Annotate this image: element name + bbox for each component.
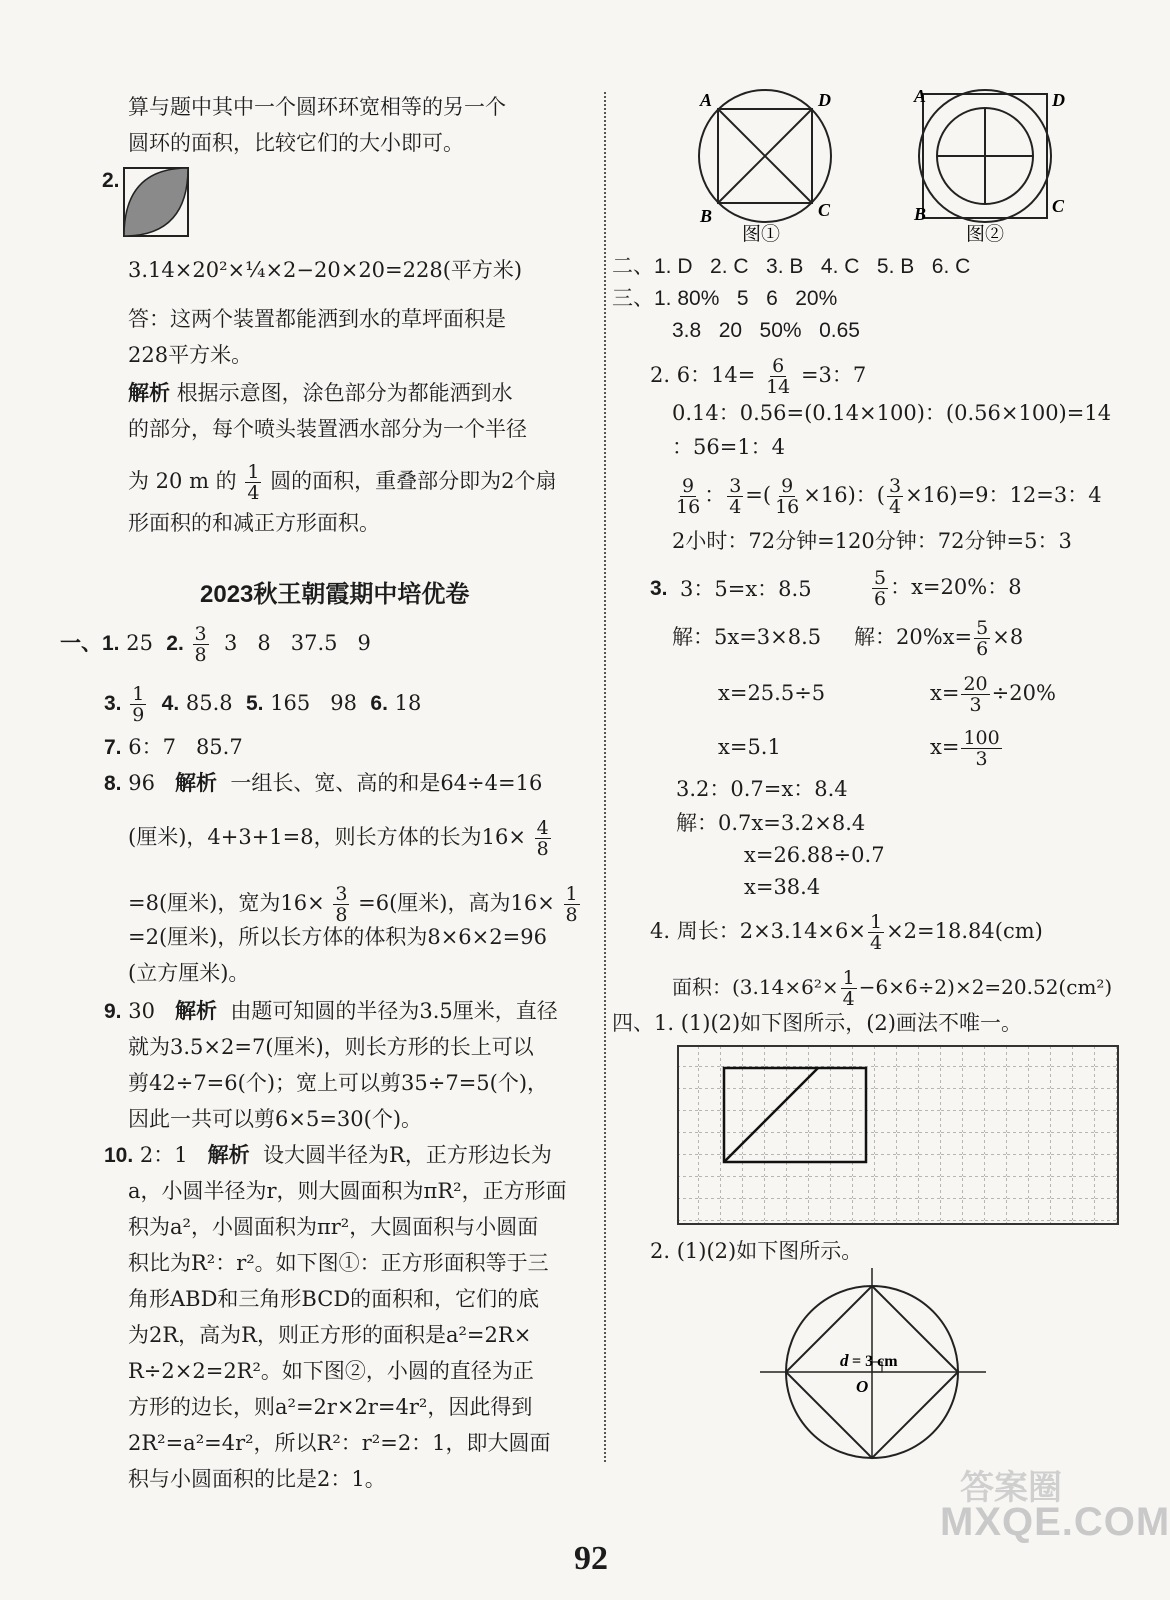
text: 为 20 m 的	[128, 469, 237, 493]
center-label: O	[856, 1377, 869, 1396]
fraction	[535, 818, 551, 859]
point-c-label: C	[818, 200, 831, 220]
value: 6：7 85.7	[128, 735, 243, 759]
text: =3：7	[800, 363, 867, 387]
lens-figure	[122, 166, 192, 238]
text: (厘米)，4+3+1=8，则长方体的长为16×	[128, 825, 526, 849]
denominator: 9	[132, 704, 145, 726]
analysis-tag: 解析	[174, 998, 217, 1023]
s3-q3-c2: 解：0.7x=3.2×8.4	[676, 811, 866, 835]
text: 2. 6：14=	[650, 363, 756, 387]
s3-q3-c3: x=26.88÷0.7	[744, 843, 885, 867]
s3-q3-b3	[930, 674, 1056, 715]
q2-answer-1: 答：这两个装置都能洒到水的草坪面积是	[128, 307, 506, 331]
point-b-label: B	[914, 204, 927, 224]
fraction	[868, 912, 884, 953]
text: ÷20%	[991, 681, 1056, 705]
analysis-text: 根据示意图，涂色部分为都能洒到水	[176, 381, 513, 405]
s3-q3-a4: x=5.1	[718, 735, 781, 759]
figure-1-caption: 图①	[742, 224, 781, 245]
q9-line-4: 因此一共可以剪6×5=30(个)。	[128, 1107, 423, 1131]
denominator: 4	[842, 988, 855, 1010]
page-number: 92	[574, 1540, 608, 1577]
numerator: 1	[842, 967, 855, 989]
text: 面积：(3.14×6²×	[672, 975, 839, 999]
fraction	[773, 476, 801, 517]
numerator: 3	[888, 475, 902, 497]
text: =9：12=3：4	[957, 483, 1102, 507]
point-c-label: C	[1052, 196, 1065, 216]
point-b-label: B	[700, 206, 713, 226]
numerator: 5	[874, 567, 887, 589]
q8-line-5: (立方厘米)。	[128, 961, 250, 985]
text: =6(厘米)，高为16×	[358, 891, 555, 915]
s3-q3-b2	[854, 618, 1023, 659]
s3-q4-perimeter	[650, 912, 1043, 953]
q2-label: 2.	[102, 169, 120, 192]
s3-q3-c4: x=38.4	[744, 875, 821, 899]
s3-q3-b4	[930, 728, 1004, 769]
numerator: 3	[335, 883, 348, 905]
analysis-tag: 解析	[207, 1142, 250, 1167]
label: 5.	[245, 692, 264, 715]
fraction	[193, 624, 209, 665]
value: 25	[126, 631, 153, 655]
circle-square-figure	[760, 1268, 1000, 1458]
analysis-tag: 解析	[174, 770, 217, 795]
numerator: 1	[132, 683, 145, 705]
q10-line-7: R÷2×2=2R²。如下图②，小圆的直径为正	[128, 1359, 534, 1383]
value: 96	[128, 771, 155, 795]
fraction	[887, 476, 903, 517]
s3-q3-a1: 3：5=x：8.5	[680, 577, 812, 601]
text: −6×6÷2)×2=20.52(cm²)	[858, 975, 1113, 999]
s3-q4-area	[672, 968, 1112, 1009]
fraction	[333, 884, 349, 925]
numerator: 20	[963, 673, 988, 695]
label: 一、1.	[60, 632, 120, 655]
denominator: 8	[335, 904, 348, 926]
text: x=	[930, 681, 960, 705]
grid-figure	[676, 1044, 1122, 1228]
q10-line-6: 为2R，高为R，则正方形的面积是a²=2R×	[128, 1323, 532, 1347]
text: ×2=18.84(cm)	[886, 919, 1043, 943]
numerator: 3	[194, 623, 207, 645]
text: 4. 周长：2×3.14×6×	[650, 919, 866, 943]
value: 18	[394, 691, 422, 715]
point-a-label: A	[914, 86, 927, 106]
watermark: MXQE.COM	[940, 1500, 1170, 1544]
text: 解：20%x=	[854, 625, 973, 649]
numerator: 4	[536, 817, 549, 839]
fraction	[245, 462, 261, 503]
q8-line-2	[128, 818, 553, 859]
label: 4.	[161, 692, 180, 715]
q2-analysis-4: 形面积的和减正方形面积。	[128, 511, 380, 535]
label: 10.	[104, 1144, 134, 1167]
q2-analysis-3	[128, 462, 557, 503]
denominator: 16	[775, 496, 800, 518]
q10-line-1	[104, 1140, 552, 1171]
fraction	[872, 568, 888, 609]
figure-2-caption: 图②	[966, 224, 1005, 245]
label: 7.	[104, 736, 122, 759]
point-a-label: A	[700, 90, 713, 110]
label: 3.	[104, 692, 122, 715]
fraction	[764, 356, 792, 397]
text: 由题可知圆的半径为3.5厘米，直径	[230, 999, 558, 1023]
text: 圆的面积，重叠部分即为2个扇	[270, 469, 557, 493]
q10-line-5: 角形ABD和三角形BCD的面积和，它们的底	[128, 1287, 540, 1311]
q8-line-3	[128, 884, 582, 925]
denominator: 3	[975, 748, 988, 770]
q9-line-2: 就为3.5×2=7(厘米)，则长方形的长上可以	[128, 1035, 534, 1059]
s1-line-3	[104, 732, 243, 763]
s4-line-2: 2. (1)(2)如下图所示。	[650, 1239, 863, 1263]
label: 2.	[166, 632, 184, 655]
s3-q2-line-4: $\frac{9}{16}$ ： $\frac{3}{4}$ =( $\frac{9}{16}$ ×16)：( $\frac{3}{4}$ ×16)=9：12=3：4	[676, 475, 1102, 518]
s3-q2-line-1	[650, 356, 866, 397]
numerator: 1	[565, 883, 578, 905]
denominator: 3	[969, 694, 982, 716]
denominator: 4	[869, 932, 883, 954]
numerator: 3	[729, 475, 742, 497]
s1-line-2	[104, 684, 421, 725]
text: =8(厘米)，宽为16×	[128, 891, 325, 915]
s2-answers: 二、1. D 2. C 3. B 4. C 5. B 6. C	[612, 255, 971, 278]
value: 85.8	[185, 691, 233, 715]
q10-line-10: 积与小圆面积的比是2：1。	[128, 1467, 386, 1491]
denominator: 8	[194, 644, 207, 666]
text: ：x=20%：8	[890, 575, 1022, 599]
s3-line-2: 3.8 20 50% 0.65	[672, 319, 860, 342]
s1-line-1	[60, 624, 371, 665]
fraction	[674, 476, 702, 517]
denominator: 4	[247, 482, 260, 504]
numerator: 6	[772, 355, 785, 377]
q10-line-4: 积比为R²：r²。如下图①：正方形面积等于三	[128, 1251, 549, 1275]
q2-answer-2: 228平方米。	[128, 343, 253, 367]
denominator: 14	[766, 376, 791, 398]
text: ×8	[992, 625, 1024, 649]
numerator: 9	[781, 475, 794, 497]
denominator: 4	[729, 496, 742, 518]
numerator: 9	[682, 475, 695, 497]
intro-line-2: 圆环的面积，比较它们的大小即可。	[128, 131, 464, 155]
s3-q2-line-3: ：56=1：4	[672, 435, 786, 459]
denominator: 4	[888, 496, 902, 518]
watermark-logo: 答案圈	[960, 1468, 1062, 1508]
s3-line-1: 三、1. 80% 5 6 20%	[612, 287, 838, 310]
value: 165 98	[270, 691, 358, 715]
numerator: 1	[869, 911, 883, 933]
fraction	[564, 884, 580, 925]
numerator: 1	[247, 461, 260, 483]
text: 一组长、宽、高的和是64÷4=16	[230, 771, 543, 795]
value: 30	[128, 999, 155, 1023]
label: 9.	[104, 1000, 122, 1023]
value: 2：1	[139, 1143, 188, 1167]
figure-2	[900, 84, 1070, 244]
point-d-label: D	[818, 90, 831, 110]
diameter-label: d	[840, 1351, 849, 1370]
denominator: 8	[536, 838, 549, 860]
q2-analysis-1	[128, 378, 513, 408]
fraction	[841, 968, 857, 1009]
s3-q3-a3: x=25.5÷5	[718, 681, 826, 705]
s3-q2-line-2: 0.14：0.56=(0.14×100)：(0.56×100)=14	[672, 401, 1112, 425]
q9-line-1	[104, 996, 558, 1027]
text: x=	[930, 735, 960, 759]
denominator: 8	[565, 904, 578, 926]
analysis-tag: 解析	[128, 380, 170, 405]
diameter-value: = 3 cm	[852, 1353, 898, 1370]
q10-line-8: 方形的边长，则a²=2r×2r=4r²，因此得到	[128, 1395, 533, 1419]
label: 8.	[104, 772, 122, 795]
q2-analysis-2: 的部分，每个喷头装置洒水部分为一个半径	[128, 417, 527, 441]
denominator: 6	[976, 638, 989, 660]
point-d-label: D	[1052, 90, 1065, 110]
figure-1	[680, 84, 850, 244]
value: 3 8 37.5 9	[223, 631, 371, 655]
fraction	[130, 684, 146, 725]
fraction	[974, 618, 990, 659]
q10-line-3: 积为a²，小圆面积为πr²，大圆面积与小圆面	[128, 1215, 539, 1239]
label: 6.	[370, 692, 388, 715]
denominator: 6	[874, 588, 887, 610]
fraction	[727, 476, 743, 517]
column-divider	[604, 92, 606, 1462]
numerator: 5	[976, 617, 989, 639]
denominator: 16	[676, 496, 701, 518]
q9-line-3: 剪42÷7=6(个)；宽上可以剪35÷7=5(个)，	[128, 1071, 549, 1095]
q10-line-9: 2R²=a²=4r²，所以R²：r²=2：1，即大圆面	[128, 1431, 551, 1455]
section-title: 2023秋王朝霞期中培优卷	[200, 581, 470, 608]
s3-q2-line-5: 2小时：72分钟=120分钟：72分钟=5：3	[672, 529, 1072, 553]
s3-q3-c1: 3.2：0.7=x：8.4	[676, 777, 848, 801]
s3-q3-b1	[870, 568, 1022, 609]
s3-q3-label: 3.	[650, 577, 668, 600]
q2-formula: 3.14×20²×¼×2−20×20=228(平方米)	[128, 258, 523, 282]
numerator: 100	[963, 727, 1000, 749]
intro-line-1: 算与题中其中一个圆环环宽相等的另一个	[128, 95, 506, 119]
q8-line-1	[104, 768, 542, 799]
fraction	[961, 728, 1001, 769]
text: 设大圆半径为R，正方形边长为	[263, 1143, 552, 1167]
fraction	[961, 674, 989, 715]
q8-line-4: =2(厘米)，所以长方体的体积为8×6×2=96	[128, 925, 547, 949]
q10-line-2: a，小圆半径为r，则大圆面积为πR²，正方形面	[128, 1179, 567, 1203]
s4-line-1: 四、1. (1)(2)如下图所示，(2)画法不唯一。	[612, 1011, 1022, 1035]
s3-q3-a2: 解：5x=3×8.5	[672, 625, 822, 649]
